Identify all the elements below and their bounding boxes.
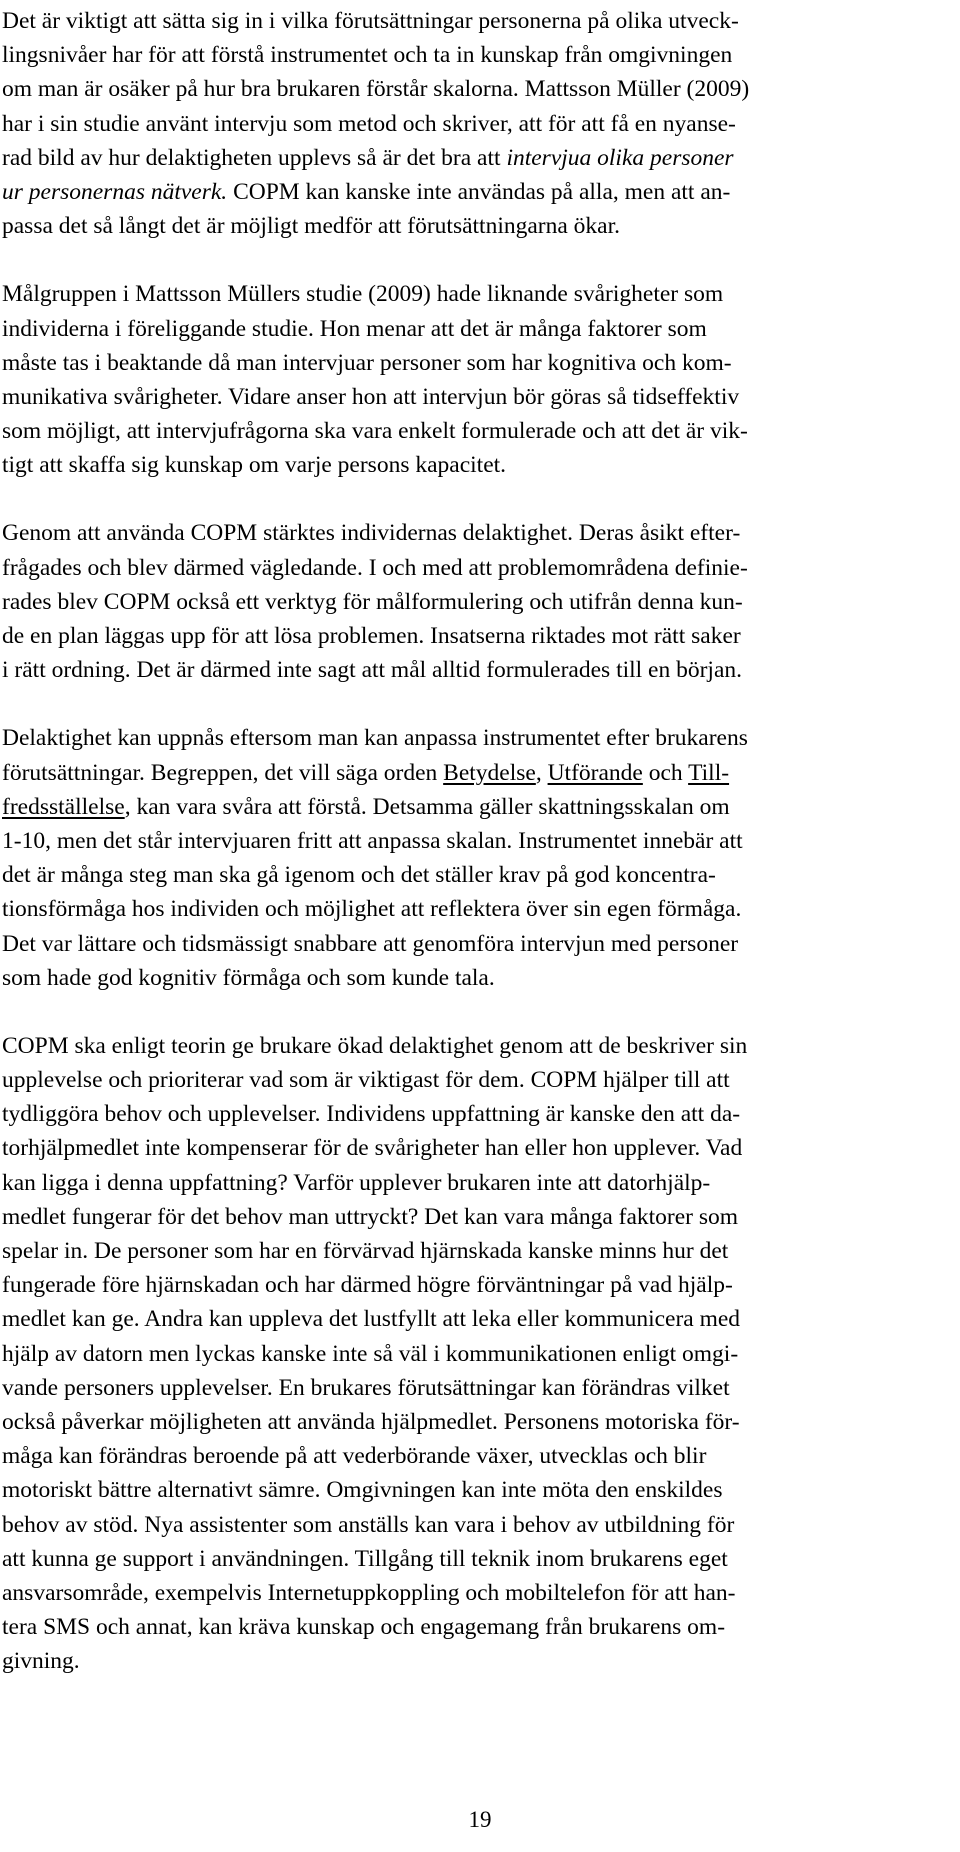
text-line — [2, 1610, 947, 1644]
text-line — [2, 1097, 947, 1131]
text-run: vande personers upplevelser. En brukares förutsättningar kan förändras vilket — [2, 1374, 730, 1401]
text-line — [2, 858, 947, 892]
text-run: måga kan förändras beroende på att vederbörande växer, utvecklas och blir — [2, 1443, 707, 1470]
text-run: hjälp av datorn men lyckas kanske inte så väl i kommunikationen enligt omgi- — [2, 1340, 739, 1367]
paragraph-spacer — [2, 482, 947, 516]
text-run: motoriskt bättre alternativt sämre. Omgivningen kan inte möta den enskildes — [2, 1477, 723, 1504]
text-line — [2, 1200, 947, 1234]
text-run: passa det så långt det är möjligt medför att förutsättningarna ökar. — [2, 213, 620, 240]
text-run: , kan vara svåra att förstå. Detsamma gäller skattningsskalan om — [124, 793, 730, 820]
text-line — [2, 1268, 947, 1302]
text-line — [2, 1644, 947, 1678]
text-run: tionsförmåga hos individen och möjlighet att reflektera över sin egen förmåga. — [2, 896, 742, 923]
text-line — [2, 961, 947, 995]
text-line — [2, 141, 947, 175]
paragraph — [2, 4, 947, 243]
document-page — [2, 4, 947, 1678]
text-line — [2, 277, 947, 311]
text-line — [2, 1131, 947, 1165]
text-line — [2, 346, 947, 380]
text-run: medlet fungerar för det behov man uttryckt? Det kan vara många faktorer som — [2, 1203, 739, 1230]
text-run: ansvarsområde, exempelvis Internetuppkoppling och mobiltelefon för att han- — [2, 1579, 736, 1606]
underlined-term: Till- — [688, 759, 730, 786]
paragraph — [2, 516, 947, 687]
text-run: om man är osäker på hur bra brukaren förstår skalorna. Mattsson Müller (2009) — [2, 76, 750, 103]
text-run: tera SMS och annat, kan kräva kunskap och engagemang från brukarens om- — [2, 1614, 726, 1641]
text-run: Det är viktigt att sätta sig in i vilka förutsättningar personerna på olika utveck- — [2, 8, 739, 34]
underlined-term: Betydelse — [443, 759, 536, 786]
text-line — [2, 824, 947, 858]
text-line — [2, 312, 947, 346]
text-line — [2, 1542, 947, 1576]
text-line — [2, 209, 947, 243]
text-line — [2, 516, 947, 550]
text-run: i rätt ordning. Det är därmed inte sagt att mål alltid formulerades till en början. — [2, 657, 743, 684]
text-line — [2, 1166, 947, 1200]
text-line — [2, 1508, 947, 1542]
underlined-term: Utförande — [547, 759, 643, 786]
paragraph — [2, 277, 947, 482]
text-run: munikativa svårigheter. Vidare anser hon att intervjun bör göras så tidseffektiv — [2, 383, 740, 410]
text-line — [2, 72, 947, 106]
text-line — [2, 756, 947, 790]
text-run: Det var lättare och tidsmässigt snabbare att genomföra intervjun med personer — [2, 930, 739, 957]
text-run: individerna i föreliggande studie. Hon menar att det är många faktorer som — [2, 315, 707, 342]
text-line — [2, 175, 947, 209]
text-line — [2, 927, 947, 961]
text-line — [2, 1302, 947, 1336]
text-run: lingsnivåer har för att förstå instrumentet och ta in kunskap från omgivningen — [2, 42, 733, 69]
text-run: Genom att använda COPM stärktes individernas delaktighet. Deras åsikt efter- — [2, 520, 741, 547]
text-line — [2, 790, 947, 824]
text-run: torhjälpmedlet inte kompenserar för de svårigheter han eller hon upplever. Vad — [2, 1135, 743, 1162]
paragraph — [2, 721, 947, 995]
paragraph — [2, 1029, 947, 1679]
text-line — [2, 892, 947, 926]
text-line — [2, 1576, 947, 1610]
text-run: Delaktighet kan uppnås eftersom man kan anpassa instrumentet efter brukarens — [2, 725, 748, 752]
text-line — [2, 721, 947, 755]
text-run: COPM ska enligt teorin ge brukare ökad delaktighet genom att de beskriver sin — [2, 1032, 748, 1059]
text-run: att kunna ge support i användningen. Tillgång till teknik inom brukarens eget — [2, 1545, 728, 1572]
text-line — [2, 653, 947, 687]
text-run: Målgruppen i Mattsson Müllers studie (2009) hade liknande svårigheter som — [2, 281, 724, 308]
text-run: rad bild av hur delaktigheten upplevs så är det bra att — [2, 144, 507, 171]
text-run: de en plan läggas upp för att lösa problemen. Insatserna riktades mot rätt saker — [2, 623, 741, 649]
text-line — [2, 380, 947, 414]
text-line — [2, 1063, 947, 1097]
text-run: måste tas i beaktande då man intervjuar personer som har kognitiva och kom- — [2, 349, 732, 376]
text-run: COPM kan kanske inte användas på alla, men att an- — [227, 178, 731, 205]
text-line — [2, 1371, 947, 1405]
text-line — [2, 107, 947, 141]
text-run: har i sin studie använt intervju som metod och skriver, att för att få en nyanse- — [2, 110, 736, 137]
text-run: spelar in. De personer som har en förvärvad hjärnskada kanske minns hur det — [2, 1238, 729, 1264]
text-run: givning. — [2, 1648, 80, 1675]
text-line — [2, 1337, 947, 1371]
text-line — [2, 619, 947, 653]
text-run: 1-10, men det står intervjuaren fritt att anpassa skalan. Instrumentet innebär att — [2, 827, 743, 854]
text-run: medlet kan ge. Andra kan uppleva det lustfyllt att leka eller kommunicera med — [2, 1306, 741, 1333]
text-line — [2, 1473, 947, 1507]
text-line — [2, 448, 947, 482]
text-line — [2, 1439, 947, 1473]
text-line — [2, 414, 947, 448]
text-run: förutsättningar. Begreppen, det vill säga orden — [2, 759, 444, 786]
text-run: frågades och blev därmed vägledande. I och med att problemområdena definie- — [2, 554, 748, 581]
text-run: upplevelse och prioriterar vad som är viktigast för dem. COPM hjälper till att — [2, 1067, 730, 1094]
text-line — [2, 1405, 947, 1439]
text-run: behov av stöd. Nya assistenter som anställs kan vara i behov av utbildning för — [2, 1511, 735, 1538]
text-line — [2, 1029, 947, 1063]
paragraph-spacer — [2, 995, 947, 1029]
paragraph-spacer — [2, 243, 947, 277]
italic-text: ur personernas nätverk. — [2, 178, 228, 205]
italic-text: intervjua olika personer — [506, 144, 734, 171]
text-line — [2, 1234, 947, 1268]
text-run: som hade god kognitiv förmåga och som kunde tala. — [2, 964, 495, 991]
paragraph-spacer — [2, 687, 947, 721]
text-run: det är många steg man ska gå igenom och det ställer krav på god koncentra- — [2, 862, 716, 889]
text-run: rades blev COPM också ett verktyg för målformulering och utifrån denna kun- — [2, 588, 743, 615]
text-run: , — [535, 759, 548, 786]
text-line — [2, 38, 947, 72]
text-run: och — [642, 759, 689, 786]
text-run: också påverkar möjligheten att använda hjälpmedlet. Personens motoriska för- — [2, 1408, 740, 1435]
text-run: kan ligga i denna uppfattning? Varför upplever brukaren inte att datorhjälp- — [2, 1169, 711, 1196]
page-number: 19 — [468, 1807, 492, 1832]
text-run: tydliggöra behov och upplevelser. Individens uppfattning är kanske den att da- — [2, 1101, 741, 1128]
underlined-term: fredsställelse — [2, 793, 125, 820]
text-run: tigt att skaffa sig kunskap om varje persons kapacitet. — [2, 452, 507, 479]
text-run: som möjligt, att intervjufrågorna ska vara enkelt formulerade och att det är vik- — [2, 418, 748, 445]
text-line — [2, 585, 947, 619]
text-line — [2, 551, 947, 585]
text-line — [2, 4, 947, 38]
body-text — [2, 4, 947, 1678]
text-run: fungerade före hjärnskadan och har därmed högre förväntningar på vad hjälp- — [2, 1272, 733, 1299]
